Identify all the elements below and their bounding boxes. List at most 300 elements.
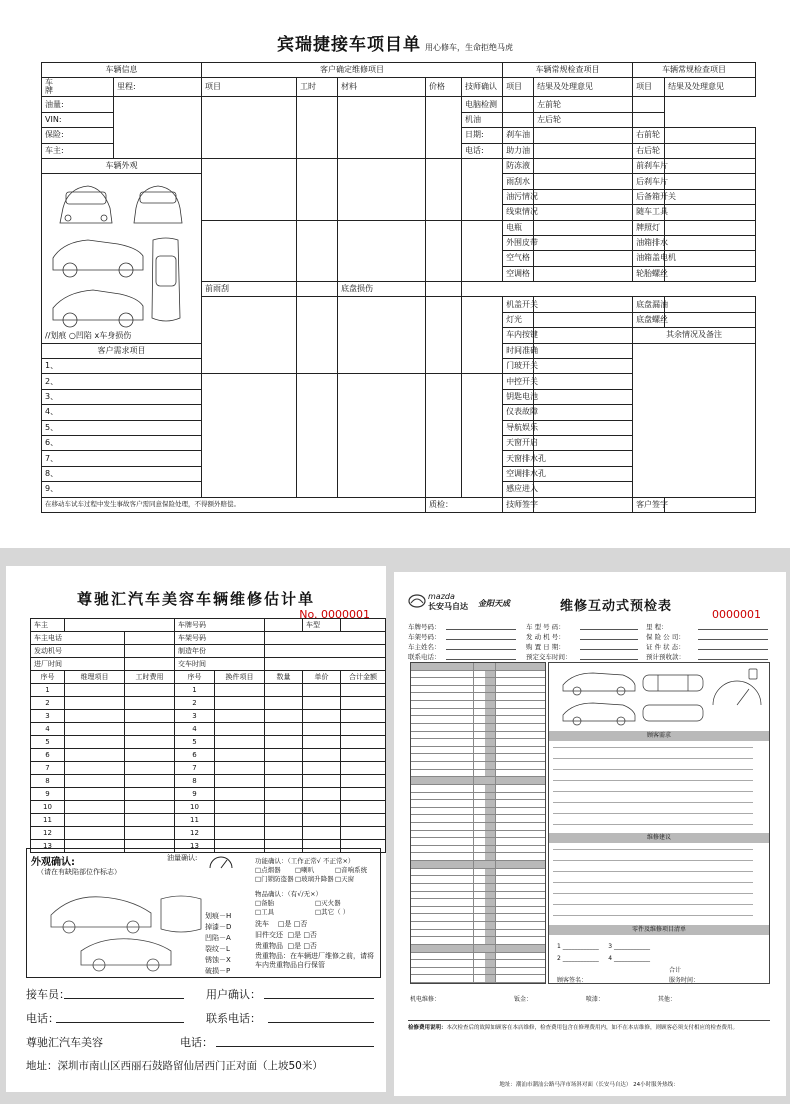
- qty-cell[interactable]: [265, 762, 303, 775]
- checklist-row[interactable]: [411, 671, 545, 679]
- repair-hours-cell[interactable]: [297, 220, 338, 282]
- valuables-no[interactable]: □否: [303, 942, 317, 950]
- car-outline-icon: [553, 665, 767, 729]
- frame-field[interactable]: [265, 632, 386, 645]
- checklist-row[interactable]: [411, 846, 545, 854]
- field-fuel[interactable]: 油量:: [42, 97, 114, 112]
- contact-line[interactable]: [268, 1022, 374, 1023]
- repair-item-cell[interactable]: [65, 684, 125, 697]
- repair-price-cell[interactable]: [338, 97, 426, 159]
- check-result-2[interactable]: [665, 128, 756, 143]
- function-check-title: 功能确认：（工作正常√ 不正常×）: [255, 857, 355, 865]
- precheck-field-mid[interactable]: 车 型 号 码：: [526, 623, 565, 631]
- fee-note-title: 检修费用说明：: [408, 1025, 447, 1031]
- field-date[interactable]: 日期:: [462, 128, 503, 143]
- check-result-2[interactable]: [665, 312, 756, 327]
- qty-cell[interactable]: [265, 814, 303, 827]
- checklist-row[interactable]: [411, 785, 545, 793]
- checklist-row[interactable]: [411, 770, 545, 778]
- function-check-block: [255, 857, 380, 917]
- repair-item-cell[interactable]: [65, 814, 125, 827]
- precheck-dept-row: [410, 994, 770, 1003]
- repair-confirm-cell[interactable]: [462, 158, 503, 220]
- repair-item-cell[interactable]: [65, 827, 125, 840]
- mazda-logo-icon: [408, 594, 426, 608]
- plate-field[interactable]: [265, 619, 303, 632]
- repair-price-cell[interactable]: [426, 158, 462, 220]
- row-no-2: 4: [175, 723, 215, 736]
- precheck-field-left[interactable]: 联系电话：: [408, 653, 441, 661]
- total-cell[interactable]: [341, 749, 386, 762]
- checklist-row[interactable]: [411, 945, 545, 953]
- check-result[interactable]: [534, 220, 633, 235]
- estimate-row: [31, 827, 386, 840]
- item-option[interactable]: □灭火器: [315, 899, 341, 907]
- engine-field[interactable]: [125, 645, 175, 658]
- field-mileage[interactable]: 里程:: [114, 78, 202, 97]
- precheck-field-mid[interactable]: 发 动 机 号：: [526, 633, 565, 641]
- part-item-cell[interactable]: [215, 684, 265, 697]
- brand-jinyang: 金阳天成: [478, 599, 510, 608]
- exterior-confirm-box: [26, 848, 381, 978]
- checklist-row[interactable]: [411, 815, 545, 823]
- part-item-cell[interactable]: [215, 788, 265, 801]
- repair-price-cell[interactable]: [426, 220, 462, 282]
- exterior-header: 车辆外观: [42, 158, 202, 173]
- old-parts-no[interactable]: □否: [303, 931, 317, 939]
- precheck-field-right[interactable]: 里 程：: [646, 623, 668, 631]
- customer-need-row[interactable]: 6、: [42, 435, 202, 450]
- checklist-row[interactable]: [411, 800, 545, 808]
- part-item-cell[interactable]: [215, 710, 265, 723]
- check-result[interactable]: [534, 343, 633, 358]
- check-result-2[interactable]: [665, 235, 756, 250]
- repair-material-cell[interactable]: [338, 220, 426, 282]
- checklist-row[interactable]: [411, 838, 545, 846]
- check-result-2[interactable]: [426, 282, 462, 297]
- checklist-row[interactable]: [411, 876, 545, 884]
- check-result[interactable]: [534, 205, 633, 220]
- user-confirm-label: 用户确认：: [206, 988, 261, 1001]
- col-tech-confirm: 技师确认: [462, 78, 503, 97]
- part-item-cell[interactable]: [215, 814, 265, 827]
- check-result-2[interactable]: [665, 174, 756, 189]
- check-item: 中控开关: [503, 374, 534, 389]
- checklist-row[interactable]: [411, 831, 545, 839]
- estimate-row: [31, 710, 386, 723]
- precheck-field-mid[interactable]: 购 置 日 期：: [526, 643, 565, 651]
- check-result[interactable]: [534, 143, 633, 158]
- field-insurance[interactable]: 保险:: [42, 128, 114, 143]
- repair-confirm-cell[interactable]: [426, 97, 462, 159]
- qty-cell[interactable]: [265, 788, 303, 801]
- repair-hours-cell[interactable]: [297, 374, 338, 497]
- total-cell[interactable]: [341, 684, 386, 697]
- repair-hours-cell[interactable]: [297, 158, 338, 220]
- repair-material-cell[interactable]: [338, 297, 426, 374]
- checklist-row[interactable]: [411, 747, 545, 755]
- customer-need-row[interactable]: 4、: [42, 405, 202, 420]
- customer-need-row[interactable]: 3、: [42, 389, 202, 404]
- header-check-1: 车辆常规检查项目: [503, 63, 633, 78]
- repair-item-cell[interactable]: [202, 297, 297, 374]
- part-item-cell[interactable]: [215, 749, 265, 762]
- unit-price-cell[interactable]: [303, 775, 341, 788]
- unit-price-cell[interactable]: [303, 736, 341, 749]
- damage-legend-item: 破损－P: [205, 967, 231, 975]
- precheck-serial: 0000001: [712, 608, 761, 621]
- precheck-field-left[interactable]: 车架号码：: [408, 633, 441, 641]
- check-result-2[interactable]: [665, 158, 756, 173]
- estimate-col-header: 数量: [265, 671, 303, 684]
- function-option[interactable]: □玻璃升降器: [295, 875, 334, 883]
- row-no-2: 7: [175, 762, 215, 775]
- row-no: 7: [31, 762, 65, 775]
- total-cell[interactable]: [341, 723, 386, 736]
- check-item: 仪表故障: [503, 405, 534, 420]
- repair-confirm-cell[interactable]: [462, 297, 503, 374]
- total-cell[interactable]: [341, 801, 386, 814]
- damage-legend-item: 划痕－H: [205, 912, 232, 920]
- phone-line[interactable]: [56, 1022, 184, 1023]
- labor-cost-cell[interactable]: [125, 723, 175, 736]
- customer-need-row[interactable]: 2、: [42, 374, 202, 389]
- repair-material-cell[interactable]: [338, 374, 426, 497]
- check-result[interactable]: [534, 359, 633, 374]
- entry-time-field[interactable]: [125, 658, 175, 671]
- repair-price-cell[interactable]: [426, 297, 462, 374]
- check-result[interactable]: [534, 405, 633, 420]
- estimate-row: [31, 762, 386, 775]
- precheck-field-right[interactable]: 预计预收款：: [646, 653, 685, 661]
- repair-hours-cell[interactable]: [297, 297, 338, 374]
- checklist-row[interactable]: [411, 930, 545, 938]
- part-item-cell[interactable]: [215, 736, 265, 749]
- unit-price-cell[interactable]: [303, 814, 341, 827]
- check-result[interactable]: [534, 235, 633, 250]
- year-field[interactable]: [265, 645, 386, 658]
- unit-price-cell[interactable]: [303, 827, 341, 840]
- old-parts-yes[interactable]: □是: [287, 931, 302, 939]
- checklist-row[interactable]: [411, 709, 545, 717]
- check-result[interactable]: [534, 251, 633, 266]
- receptionist-line[interactable]: [64, 998, 184, 999]
- checklist-row[interactable]: [411, 968, 545, 976]
- unit-price-cell[interactable]: [303, 697, 341, 710]
- qty-cell[interactable]: [265, 736, 303, 749]
- estimate-row: [31, 697, 386, 710]
- labor-cost-cell[interactable]: [125, 788, 175, 801]
- check-item-2: 右前轮: [633, 128, 665, 143]
- qty-cell[interactable]: [265, 710, 303, 723]
- repair-confirm-cell[interactable]: [462, 374, 503, 497]
- repair-item-cell[interactable]: [65, 736, 125, 749]
- wash-row: [255, 919, 380, 930]
- labor-cost-cell[interactable]: [125, 749, 175, 762]
- part-item-cell[interactable]: [215, 801, 265, 814]
- total-cell[interactable]: [341, 736, 386, 749]
- check-result-2[interactable]: [665, 205, 756, 220]
- repair-item-cell[interactable]: [65, 801, 125, 814]
- customer-need-row[interactable]: 9、: [42, 482, 202, 497]
- repair-item-cell[interactable]: [65, 710, 125, 723]
- checklist-row[interactable]: [411, 762, 545, 770]
- check-result[interactable]: [534, 389, 633, 404]
- total-cell[interactable]: [341, 775, 386, 788]
- total-cell[interactable]: [341, 814, 386, 827]
- checklist-row[interactable]: [411, 754, 545, 762]
- owner-field[interactable]: [65, 619, 175, 632]
- check-result[interactable]: [534, 128, 633, 143]
- checklist-row[interactable]: [411, 739, 545, 747]
- check-result-2[interactable]: [633, 112, 665, 127]
- repair-material-cell[interactable]: [297, 97, 338, 159]
- check-result[interactable]: [534, 435, 633, 450]
- checklist-row[interactable]: [411, 922, 545, 930]
- sheet-vehicle-reception-form: [0, 0, 790, 548]
- function-option[interactable]: □喇叭: [295, 866, 315, 874]
- repair-item-cell[interactable]: [65, 788, 125, 801]
- repair-material-cell[interactable]: [338, 158, 426, 220]
- repair-advice-bar: 维修建议: [549, 833, 769, 843]
- qty-cell[interactable]: [265, 801, 303, 814]
- check-result[interactable]: [534, 466, 633, 481]
- repair-item-cell[interactable]: [65, 723, 125, 736]
- entry-time-label: 进厂时间: [31, 658, 125, 671]
- damage-legend: [205, 911, 231, 977]
- checklist-row[interactable]: [411, 663, 545, 671]
- repair-item-cell[interactable]: [65, 775, 125, 788]
- checklist-row[interactable]: [411, 861, 545, 869]
- checklist-row[interactable]: [411, 693, 545, 701]
- unit-price-cell[interactable]: [303, 684, 341, 697]
- checklist-row[interactable]: [411, 716, 545, 724]
- check-result-2[interactable]: [665, 251, 756, 266]
- unit-price-cell[interactable]: [303, 801, 341, 814]
- unit-price-cell[interactable]: [303, 788, 341, 801]
- check-item: 感应进入: [503, 482, 534, 497]
- repair-confirm-cell[interactable]: [462, 220, 503, 282]
- checklist-row[interactable]: [411, 701, 545, 709]
- qty-cell[interactable]: [265, 697, 303, 710]
- checklist-row[interactable]: [411, 899, 545, 907]
- check-result[interactable]: [534, 420, 633, 435]
- check-result-2[interactable]: [665, 220, 756, 235]
- qty-cell[interactable]: [265, 827, 303, 840]
- check-result[interactable]: [534, 174, 633, 189]
- check-result[interactable]: [534, 189, 633, 204]
- precheck-field-right[interactable]: 保 险 公 司：: [646, 633, 685, 641]
- check-result[interactable]: [534, 266, 633, 281]
- check-result[interactable]: [503, 112, 534, 127]
- repair-item-cell[interactable]: [65, 697, 125, 710]
- check-result[interactable]: [534, 158, 633, 173]
- field-owner[interactable]: 车主:: [42, 143, 114, 158]
- row-no-2: 8: [175, 775, 215, 788]
- owner-phone-field[interactable]: [125, 632, 175, 645]
- company-phone-line: [216, 1046, 374, 1047]
- check-result[interactable]: [534, 451, 633, 466]
- labor-cost-cell[interactable]: [125, 827, 175, 840]
- row-no: 13: [31, 840, 65, 853]
- unit-price-cell[interactable]: [303, 710, 341, 723]
- repair-item-cell[interactable]: [114, 97, 202, 159]
- part-item-cell[interactable]: [215, 775, 265, 788]
- labor-cost-cell[interactable]: [125, 775, 175, 788]
- qty-cell[interactable]: [265, 749, 303, 762]
- estimate-col-header: 序号: [31, 671, 65, 684]
- total-cell[interactable]: [341, 697, 386, 710]
- check-result-2[interactable]: [665, 266, 756, 281]
- checklist-row[interactable]: [411, 686, 545, 694]
- check-result-2[interactable]: [633, 97, 665, 112]
- estimate-row: [31, 814, 386, 827]
- labor-cost-cell[interactable]: [125, 814, 175, 827]
- function-list: [255, 866, 380, 884]
- total-cell[interactable]: [341, 762, 386, 775]
- labor-cost-cell[interactable]: [125, 697, 175, 710]
- check-result-2[interactable]: [665, 143, 756, 158]
- qty-cell[interactable]: [265, 775, 303, 788]
- delivery-time-field[interactable]: [265, 658, 386, 671]
- item-option[interactable]: □备胎: [255, 899, 275, 907]
- row-no: 9: [31, 788, 65, 801]
- checklist-row[interactable]: [411, 953, 545, 961]
- customer-need-row[interactable]: 1、: [42, 359, 202, 374]
- repair-price-cell[interactable]: [426, 374, 462, 497]
- function-option[interactable]: □点烟器: [255, 866, 281, 874]
- qty-cell[interactable]: [265, 684, 303, 697]
- valuables-notice: 贵重物品：在车辆进厂维修之前，请将车内贵重物品自行保管: [255, 952, 374, 969]
- check-item: 导航娱乐: [503, 420, 534, 435]
- labor-cost-cell[interactable]: [125, 801, 175, 814]
- checklist-row[interactable]: [411, 869, 545, 877]
- check-item: 机油: [462, 112, 503, 127]
- tech-sign-cell[interactable]: [534, 497, 633, 512]
- checklist-row[interactable]: [411, 777, 545, 785]
- unit-price-cell[interactable]: [303, 762, 341, 775]
- customer-need-row[interactable]: 5、: [42, 420, 202, 435]
- part-item-cell[interactable]: [215, 762, 265, 775]
- confirm-line[interactable]: [264, 998, 374, 999]
- row-no-2: 3: [175, 710, 215, 723]
- check-item-2: 随车工具: [633, 205, 665, 220]
- estimate-col-header: 维理项目: [65, 671, 125, 684]
- precheck-field-left[interactable]: 车主姓名：: [408, 643, 441, 651]
- wash-yes[interactable]: □是: [277, 920, 292, 928]
- header-vehicle-info: 车辆信息: [42, 63, 202, 78]
- repair-hours-cell[interactable]: [202, 97, 297, 159]
- labor-cost-cell[interactable]: [125, 684, 175, 697]
- qty-cell[interactable]: [265, 723, 303, 736]
- model-field[interactable]: [341, 619, 386, 632]
- checklist-row[interactable]: [411, 823, 545, 831]
- customer-need-row[interactable]: 8、: [42, 466, 202, 481]
- checklist-row[interactable]: [411, 892, 545, 900]
- header-check-2: 车辆常规检查项目: [633, 63, 756, 78]
- unit-price-cell[interactable]: [303, 749, 341, 762]
- field-phone[interactable]: 电话:: [462, 143, 503, 158]
- total-cell[interactable]: [341, 788, 386, 801]
- unit-price-cell[interactable]: [303, 723, 341, 736]
- checklist-row[interactable]: [411, 914, 545, 922]
- row-no-2: 11: [175, 814, 215, 827]
- repair-item-cell[interactable]: [65, 749, 125, 762]
- item-option[interactable]: □其它（ ）: [315, 908, 350, 916]
- total-cell[interactable]: [341, 827, 386, 840]
- checklist-row[interactable]: [411, 732, 545, 740]
- checklist-row[interactable]: [411, 884, 545, 892]
- part-item-cell[interactable]: [215, 697, 265, 710]
- repair-item-cell[interactable]: [65, 762, 125, 775]
- labor-cost-cell[interactable]: [125, 710, 175, 723]
- check-result[interactable]: [503, 97, 534, 112]
- repair-item-cell[interactable]: [202, 220, 297, 282]
- check-result[interactable]: [534, 328, 633, 343]
- precheck-field-left[interactable]: 车牌号码：: [408, 623, 441, 631]
- check-result[interactable]: [534, 482, 633, 497]
- damage-legend-item: 裂纹－L: [205, 945, 230, 953]
- part-item-cell[interactable]: [215, 723, 265, 736]
- customer-need-row[interactable]: 7、: [42, 451, 202, 466]
- exterior-title: 外观确认:: [31, 857, 75, 868]
- valuables-yes[interactable]: □是: [287, 942, 302, 950]
- precheck-right-panel: [548, 662, 770, 984]
- function-option[interactable]: □门锁防盗器: [255, 875, 294, 883]
- other-notes-cell[interactable]: [633, 343, 756, 497]
- checklist-row[interactable]: [411, 724, 545, 732]
- precheck-field-mid[interactable]: 预定交车时间：: [526, 653, 572, 661]
- repair-item-cell[interactable]: [202, 374, 297, 497]
- checklist-row[interactable]: [411, 808, 545, 816]
- checklist-row[interactable]: [411, 678, 545, 686]
- wash-no[interactable]: □否: [293, 920, 308, 928]
- labor-cost-cell[interactable]: [125, 762, 175, 775]
- check-result[interactable]: [534, 297, 633, 312]
- part-item-cell[interactable]: [215, 827, 265, 840]
- customer-sign-cell[interactable]: [665, 497, 756, 512]
- checklist-row[interactable]: [411, 853, 545, 861]
- checklist-row[interactable]: [411, 907, 545, 915]
- col-check-item-2: 项目: [633, 78, 665, 97]
- item-option[interactable]: □工具: [255, 908, 275, 916]
- check-item: 助力油: [503, 143, 534, 158]
- estimate-no-label: No.: [299, 608, 318, 621]
- precheck-field-right[interactable]: 证 件 状 态：: [646, 643, 685, 651]
- field-plate[interactable]: 车 牌: [42, 78, 114, 97]
- check-result[interactable]: [534, 374, 633, 389]
- check-item-2: 右后轮: [633, 143, 665, 158]
- check-result[interactable]: [534, 312, 633, 327]
- checklist-row[interactable]: [411, 975, 545, 983]
- field-vin[interactable]: VIN:: [42, 112, 202, 127]
- function-option[interactable]: □天窗: [335, 875, 355, 883]
- function-option[interactable]: □音响系统: [335, 866, 368, 874]
- labor-cost-cell[interactable]: [125, 736, 175, 749]
- car-outline-icon: [48, 178, 198, 338]
- total-cell[interactable]: [341, 710, 386, 723]
- check-result-2[interactable]: [665, 297, 756, 312]
- estimate-table: [30, 618, 386, 853]
- option-block: [255, 919, 380, 970]
- repair-item-cell[interactable]: [202, 158, 297, 220]
- checklist-row[interactable]: [411, 793, 545, 801]
- checklist-row[interactable]: [411, 937, 545, 945]
- check-result[interactable]: [297, 282, 338, 297]
- checklist-row[interactable]: [411, 960, 545, 968]
- check-result-2[interactable]: [665, 189, 756, 204]
- col-check-result-1: 结果及处理意见: [534, 78, 633, 97]
